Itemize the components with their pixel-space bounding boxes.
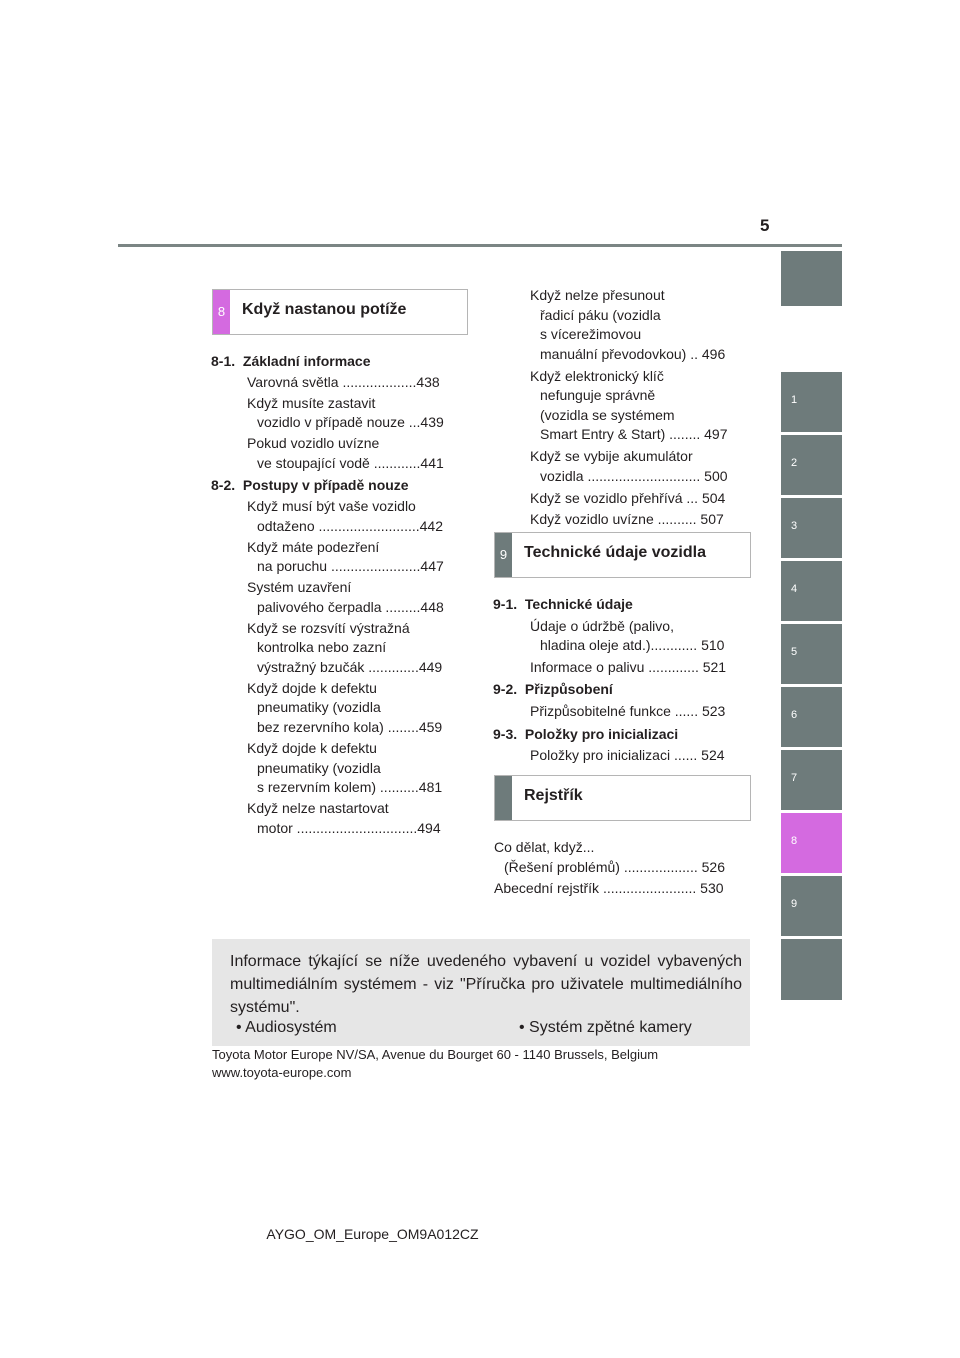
chapter-tab-label: 1 (791, 394, 798, 406)
index-marker (495, 776, 512, 820)
section-number: 8 (213, 290, 230, 334)
chapter-tab-1[interactable] (781, 372, 842, 432)
toc-entry[interactable]: na poruchu .......................447 (257, 558, 444, 575)
toc-entry[interactable]: odtaženo ..........................442 (257, 517, 443, 534)
toc-entry[interactable]: Údaje o údržbě (palivo, (530, 617, 674, 634)
section-number: 9 (495, 533, 512, 577)
toc-entry[interactable]: Když nelze přesunout (530, 287, 665, 303)
footer-url[interactable]: www.toyota-europe.com (212, 1065, 352, 1080)
toc-entry[interactable]: pneumatiky (vozidla (257, 699, 381, 716)
chapter-tab-7[interactable] (781, 750, 842, 810)
header-rule (118, 244, 842, 247)
chapter-tab-blank[interactable] (781, 939, 842, 1000)
toc-entry[interactable]: (vozidla se systémem (540, 406, 675, 423)
toc-entry[interactable]: motor ...............................494 (257, 819, 441, 836)
index-title: Rejstřík (524, 787, 583, 804)
toc-entry[interactable]: Když se vybije akumulátor (530, 448, 693, 465)
toc-entry[interactable]: Co dělat, když... (494, 839, 595, 855)
toc-subsection: 8-1. Základní informace (211, 353, 371, 369)
toc-entry[interactable]: pneumatiky (vozidla (257, 759, 381, 776)
chapter-tab-label: 4 (791, 583, 798, 595)
chapter-tab-label: 2 (791, 457, 798, 469)
toc-section-9 (493, 595, 743, 766)
document-id: AYGO_OM_Europe_OM9A012CZ (266, 1226, 479, 1242)
toc-entry[interactable]: Když vozidlo uvízne .......... 507 (530, 511, 724, 528)
section-8-header[interactable] (212, 289, 468, 335)
toc-entry[interactable]: Smart Entry & Start) ........ 497 (540, 426, 728, 443)
toc-subsection: 9-2. Přizpůsobení (493, 681, 613, 698)
toc-index (494, 838, 744, 899)
toc-entry[interactable]: řadicí páku (vozidla (540, 306, 661, 323)
chapter-tab-label: 9 (791, 898, 798, 910)
toc-entry[interactable]: výstražný bzučák .............449 (257, 658, 443, 675)
toc-entry[interactable]: Položky pro inicializaci ...... 524 (530, 747, 725, 764)
index-header[interactable] (494, 775, 751, 821)
toc-entry[interactable]: Abecední rejstřík ........................ 530 (494, 880, 724, 897)
toc-entry[interactable]: hladina oleje atd.)............ 510 (540, 637, 725, 654)
chapter-tab-5[interactable] (781, 624, 842, 684)
toc-entry[interactable]: bez rezervního kola) ........459 (257, 719, 443, 736)
toc-subsection: 8-2. Postupy v případě nouze (211, 477, 409, 494)
toc-entry[interactable]: Když nelze nastartovat (247, 800, 389, 817)
chapter-tab-label: 7 (791, 772, 798, 784)
note-text: Informace týkající se níže uvedeného vybavení u vozidel vybavených multimediálním systémem - viz "Příručka pro uživatele multimediálního systému". (230, 953, 742, 1016)
toc-entry[interactable]: Když dojde k defektu (247, 679, 377, 696)
page-number: 5 (760, 216, 770, 235)
note-item-camera: • Systém zpětné kamery (519, 1019, 692, 1036)
toc-entry[interactable]: vozidlo v případě nouze ...439 (257, 414, 444, 431)
section-title: Technické údaje vozidla (524, 544, 706, 561)
toc-entry[interactable]: s vícerežimovou (540, 326, 642, 343)
chapter-tab-9[interactable] (781, 876, 842, 936)
toc-entry[interactable]: Když máte podezření (247, 538, 380, 555)
note-item-audio: • Audiosystém (236, 1019, 337, 1036)
toc-entry[interactable]: vozidla ............................. 500 (540, 467, 728, 484)
toc-subsection: 9-3. Položky pro inicializaci (493, 725, 679, 742)
toc-entry[interactable]: Přizpůsobitelné funkce ...... 523 (530, 702, 726, 719)
toc-entry[interactable]: Informace o palivu ............. 521 (530, 658, 727, 675)
chapter-tab-label: 8 (791, 835, 798, 847)
toc-entry[interactable]: Když dojde k defektu (247, 739, 377, 756)
toc-section-8 (211, 352, 459, 838)
toc-entry[interactable]: nefunguje správně (540, 387, 656, 404)
toc-section-8-continued (530, 286, 742, 530)
chapter-tab-label: 5 (791, 646, 798, 658)
section-title: Když nastanou potíže (242, 301, 407, 318)
toc-entry[interactable]: Když musí být vaše vozidlo (247, 498, 416, 515)
toc-subsection: 9-1. Technické údaje (493, 596, 633, 612)
toc-entry[interactable]: ve stoupající vodě ............441 (257, 454, 444, 471)
chapter-tab-label: 3 (791, 520, 798, 532)
toc-entry[interactable]: Systém uzavření (247, 579, 352, 596)
footer-address: Toyota Motor Europe NV/SA, Avenue du Bourget 60 - 1140 Brussels, Belgium (212, 1047, 659, 1062)
section-9-header[interactable] (494, 532, 751, 578)
chapter-tab-6[interactable] (781, 687, 842, 747)
toc-entry[interactable]: kontrolka nebo zazní (257, 639, 387, 656)
chapter-tab-3[interactable] (781, 498, 842, 558)
toc-entry[interactable]: manuální převodovkou) .. 496 (540, 345, 726, 362)
toc-entry[interactable]: Když elektronický klíč (530, 367, 664, 384)
toc-entry[interactable]: Když se rozsvítí výstražná (247, 619, 410, 636)
chapter-tab-2[interactable] (781, 435, 842, 495)
toc-entry[interactable]: palivového čerpadla .........448 (257, 598, 444, 615)
toc-entry[interactable]: Varovná světla ...................438 (247, 373, 440, 390)
toc-entry[interactable]: Pokud vozidlo uvízne (247, 435, 380, 452)
toc-entry[interactable]: (Řešení problémů) ................... 526 (504, 858, 725, 875)
chapter-tab-blank[interactable] (781, 251, 842, 306)
toc-entry[interactable]: Když musíte zastavit (247, 394, 376, 411)
toc-entry[interactable]: Když se vozidlo přehřívá ... 504 (530, 489, 726, 506)
chapter-tab-label: 6 (791, 709, 798, 721)
chapter-tab-4[interactable] (781, 561, 842, 621)
toc-entry[interactable]: s rezervním kolem) ..........481 (257, 779, 443, 796)
chapter-tab-8[interactable] (781, 813, 842, 873)
